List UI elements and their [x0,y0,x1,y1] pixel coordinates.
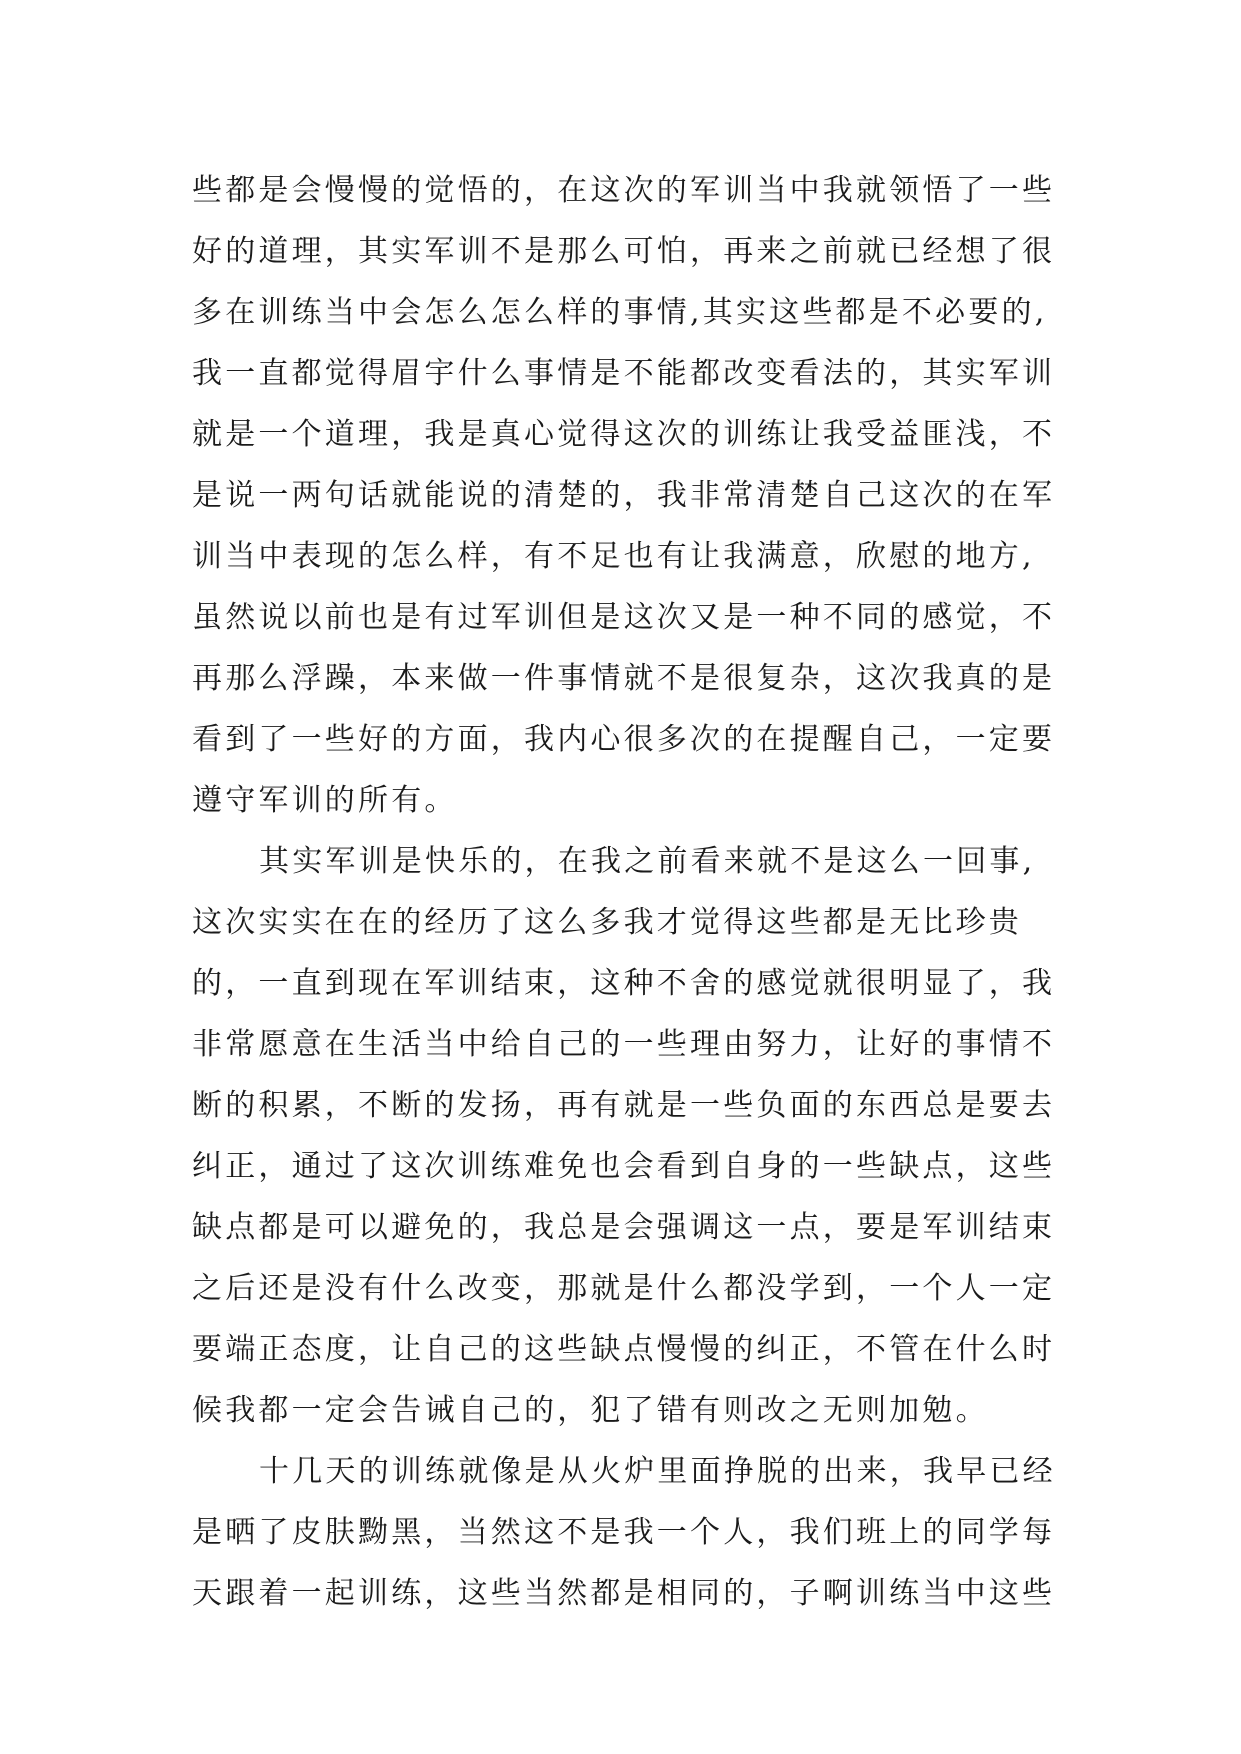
text-line: 纠正，通过了这次训练难免也会看到自身的一些缺点，这些 [192,1149,1056,1184]
text-line: 就是一个道理，我是真心觉得这次的训练让我受益匪浅，不 [192,417,1056,452]
text-line: 这次实实在在的经历了这么多我才觉得这些都是无比珍贵 [192,905,1022,940]
paragraph-2 [192,831,1092,1441]
body-text [192,160,1092,1624]
paragraph-1 [192,160,1092,831]
text-line: 十几天的训练就像是从火炉里面挣脱的出来，我早已经 [259,1454,1056,1489]
text-line: 其实军训是快乐的，在我之前看来就不是这么一回事, [259,844,1036,879]
text-line: 要端正态度，让自己的这些缺点慢慢的纠正，不管在什么时 [192,1332,1056,1367]
text-line: 虽然说以前也是有过军训但是这次又是一种不同的感觉，不 [192,600,1056,635]
text-line: 多在训练当中会怎么怎么样的事情,其实这些都是不必要的, [192,295,1048,330]
text-line: 候我都一定会告诫自己的，犯了错有则改之无则加勉。 [192,1393,989,1428]
text-line: 些都是会慢慢的觉悟的，在这次的军训当中我就领悟了一些 [192,173,1056,208]
text-line: 训当中表现的怎么样，有不足也有让我满意，欣慰的地方, [192,539,1035,574]
text-line: 缺点都是可以避免的，我总是会强调这一点，要是军训结束 [192,1210,1056,1245]
text-line: 的，一直到现在军训结束，这种不舍的感觉就很明显了，我 [192,966,1056,1001]
text-line: 天跟着一起训练，这些当然都是相同的，子啊训练当中这些 [192,1576,1056,1611]
text-line: 之后还是没有什么改变，那就是什么都没学到，一个人一定 [192,1271,1056,1306]
text-line: 非常愿意在生活当中给自己的一些理由努力，让好的事情不 [192,1027,1056,1062]
text-line: 遵守军训的所有。 [192,783,458,818]
text-line: 看到了一些好的方面，我内心很多次的在提醒自己，一定要 [192,722,1056,757]
text-line: 是晒了皮肤黝黑，当然这不是我一个人，我们班上的同学每 [192,1515,1056,1550]
text-line: 断的积累，不断的发扬，再有就是一些负面的东西总是要去 [192,1088,1056,1123]
text-line: 我一直都觉得眉宇什么事情是不能都改变看法的，其实军训 [192,356,1056,391]
paragraph-3 [192,1441,1092,1624]
text-line: 再那么浮躁，本来做一件事情就不是很复杂，这次我真的是 [192,661,1056,696]
text-line: 好的道理，其实军训不是那么可怕，再来之前就已经想了很 [192,234,1056,269]
text-line: 是说一两句话就能说的清楚的，我非常清楚自己这次的在军 [192,478,1056,513]
